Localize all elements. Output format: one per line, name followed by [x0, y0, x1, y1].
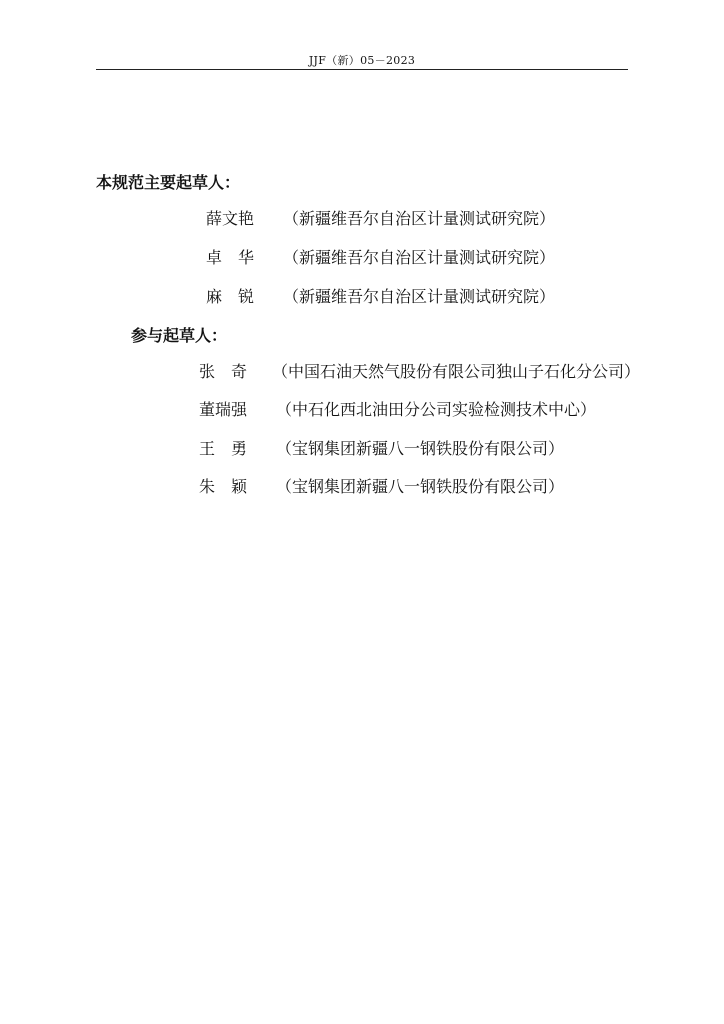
header-divider — [96, 69, 628, 70]
participant-organization: （宝钢集团新疆八一钢铁股份有限公司） — [276, 477, 565, 496]
participant-name: 朱 颖 — [199, 477, 248, 496]
drafter-organization: （新疆维吾尔自治区计量测试研究院） — [283, 287, 556, 306]
participant-organization: （中石化西北油田分公司实验检测技术中心） — [276, 400, 597, 419]
participant-name: 董瑞强 — [199, 400, 248, 419]
main-drafters-title: 本规范主要起草人： — [96, 173, 241, 192]
participant-name: 王 勇 — [199, 439, 248, 458]
drafter-organization: （新疆维吾尔自治区计量测试研究院） — [283, 248, 556, 267]
drafter-name: 薛文艳 — [206, 209, 255, 228]
participant-organization: （中国石油天然气股份有限公司独山子石化分公司） — [272, 362, 641, 381]
participant-name: 张 奇 — [199, 362, 248, 381]
page-header: JJF（新）05－2023 — [308, 54, 416, 67]
drafter-name: 卓 华 — [206, 248, 255, 267]
drafter-name: 麻 锐 — [206, 287, 255, 306]
participant-organization: （宝钢集团新疆八一钢铁股份有限公司） — [276, 439, 565, 458]
participants-title: 参与起草人： — [131, 326, 228, 345]
drafter-organization: （新疆维吾尔自治区计量测试研究院） — [283, 209, 556, 228]
